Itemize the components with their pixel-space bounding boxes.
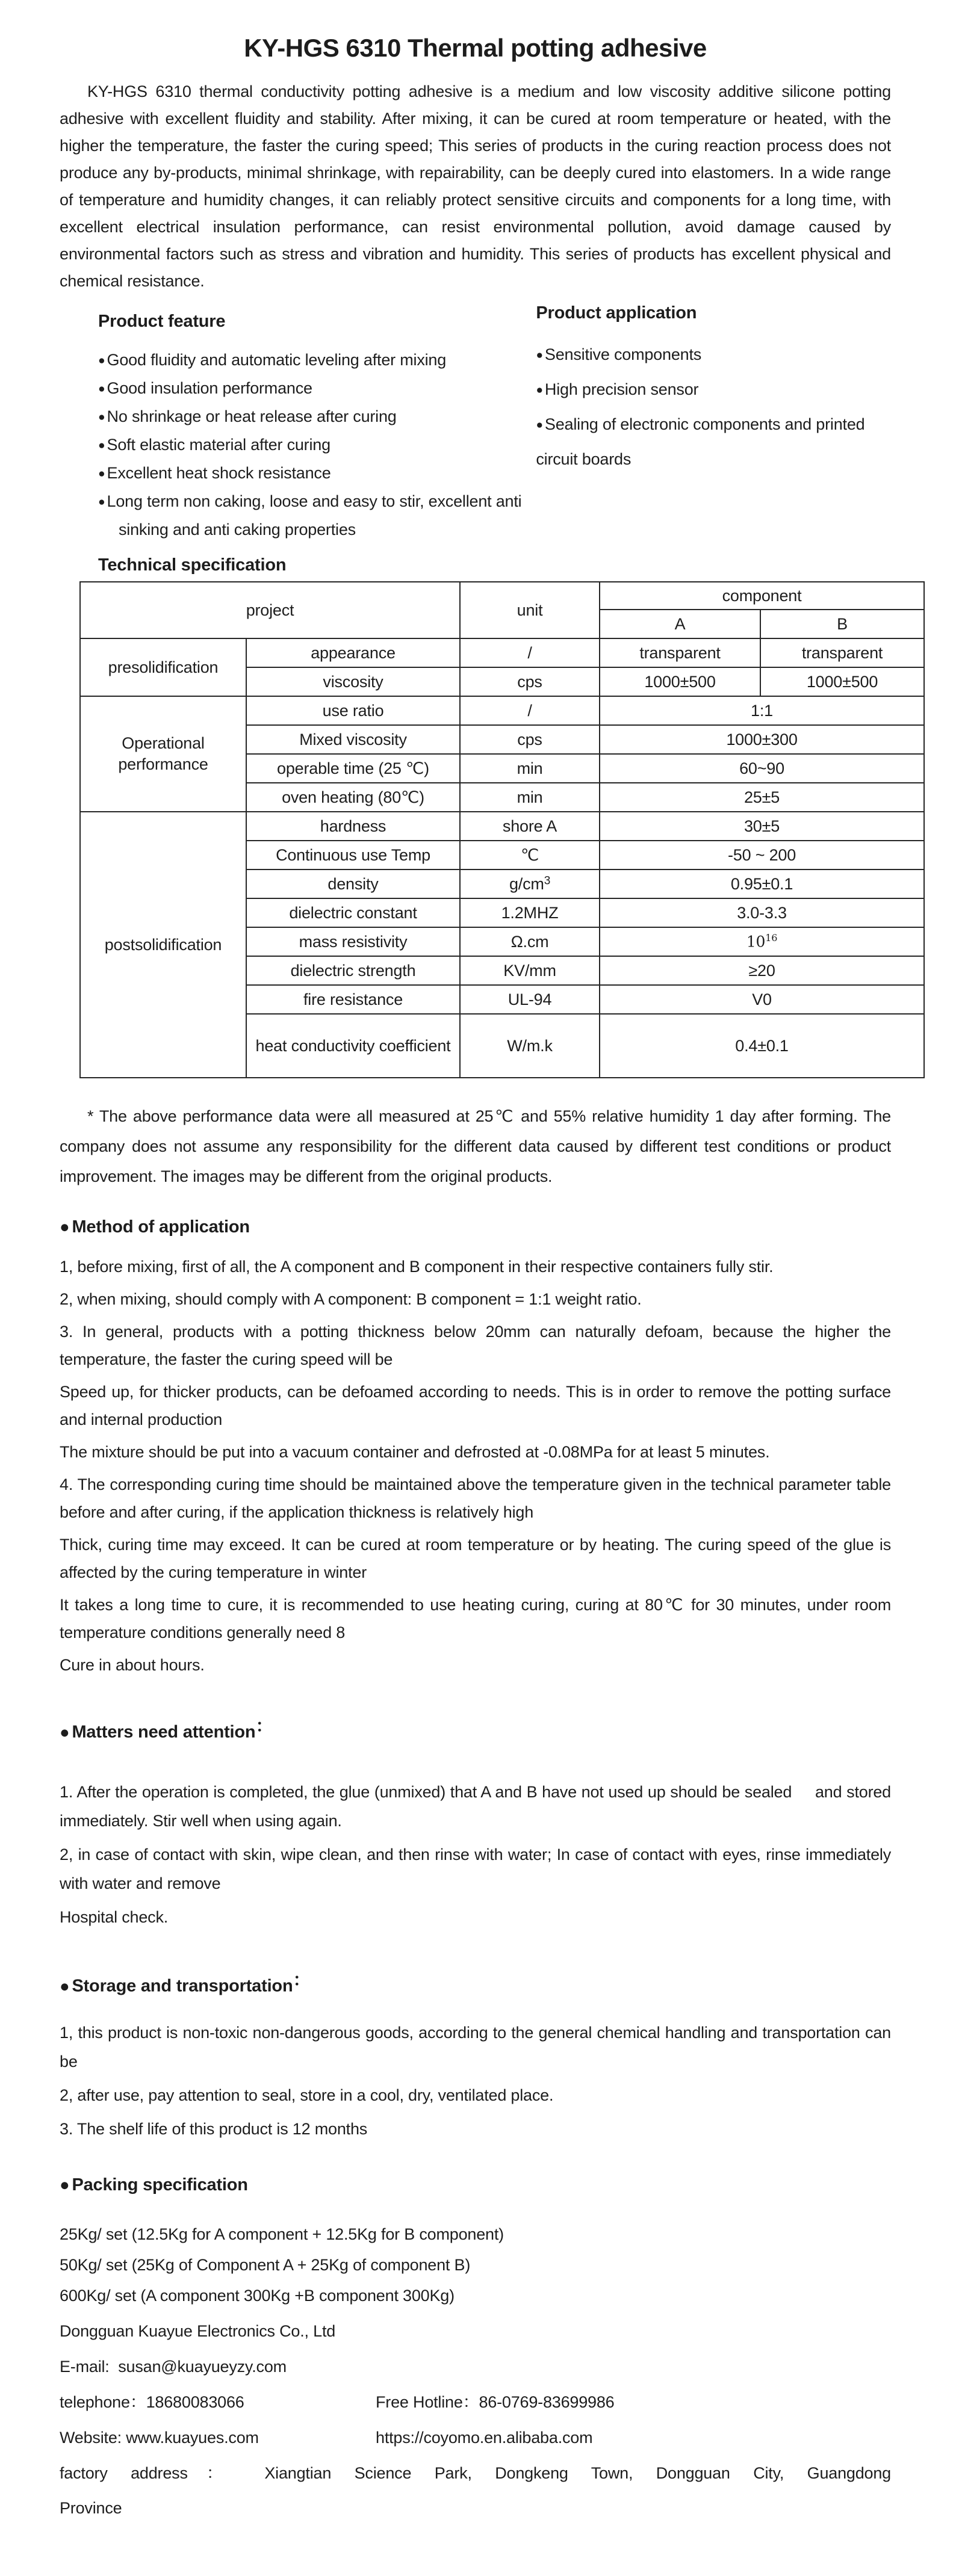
spec-header-unit: unit [460,582,600,638]
spec-cell: fire resistance [246,985,460,1014]
website-url: https://coyomo.en.alibaba.com [376,2428,593,2447]
feature-item-text: Soft elastic material after curing [107,436,331,454]
spec-cell: KV/mm [460,956,600,985]
application-item [536,407,891,477]
spec-cell: W/m.k [460,1014,600,1078]
spec-header-component: component [600,582,924,610]
method-paragraph: 3. In general, products with a potting thickness below 20mm can naturally defoam, because the higher the temperature, the faster the curing speed will be [60,1323,891,1369]
method-paragraph: 1, before mixing, first of all, the A component and B component in their respective containers fully stir. [60,1258,774,1276]
spec-cell: 3.0-3.3 [600,898,924,927]
feature-item-text: Good fluidity and automatic leveling after mixing [107,351,447,369]
bullet-icon: ● [98,439,105,452]
method-heading [60,1213,891,1241]
product-feature-column [60,303,525,543]
spec-group-cell: Operational performance [80,696,246,812]
application-item [536,372,891,407]
bullet-icon: ● [98,354,105,368]
spec-cell: hardness [246,812,460,841]
telephone: telephone：18680083066 [60,2392,244,2411]
spec-cell: 0.95±0.1 [600,869,924,898]
spec-cell [600,927,924,956]
free-hotline: Free Hotline：86-0769-83699986 [376,2392,615,2411]
spec-cell: UL-94 [460,985,600,1014]
packing-section [60,2220,891,2309]
heading-colon: ： [293,1970,311,1990]
spec-cell: ≥20 [600,956,924,985]
spec-cell: min [460,783,600,812]
packing-line: 50Kg/ set (25Kg of Component A + 25Kg of component B) [60,2255,471,2274]
spec-cell: / [460,638,600,667]
spec-cell: use ratio [246,696,460,725]
website: Website: www.kuayues.com [60,2428,259,2447]
page-title: KY-HGS 6310 Thermal potting adhesive [244,34,707,62]
packing-line: 600Kg/ set (A component 300Kg +B component 300Kg) [60,2286,455,2305]
feature-application-columns [60,303,891,543]
spec-cell: transparent [600,638,760,667]
feature-item [98,403,525,431]
bullet-icon: ● [98,410,105,424]
method-paragraph: The mixture should be put into a vacuum container and defrosted at -0.08MPa for at least 5 minutes. [60,1443,770,1462]
feature-item-text: No shrinkage or heat release after curing [107,407,397,426]
method-paragraph: 2, when mixing, should comply with A component: B component = 1:1 weight ratio. [60,1290,642,1309]
method-paragraph: Speed up, for thicker products, can be defoamed according to needs. This is in order to remove the potting surface and internal production [60,1383,891,1429]
spec-cell: cps [460,667,600,696]
spec-group-cell: presolidification [80,638,246,696]
feature-item-text: Good insulation performance [107,379,312,398]
feature-item-text: Long term non caking, loose and easy to stir, excellent anti sinking and anti caking properties [107,492,522,539]
spec-unit-base: g/cm [509,874,544,893]
attention-heading-text: Matters need attention [72,1722,256,1742]
method-paragraph: 4. The corresponding curing time should be maintained above the temperature given in the technical parameter table before and after curing, if the application thickness is relatively high [60,1475,891,1522]
bullet-icon: ● [98,495,105,509]
spec-cell: 1000±300 [600,725,924,754]
spec-cell: density [246,869,460,898]
feature-item [98,374,525,403]
spec-cell: 0.4±0.1 [600,1014,924,1078]
contact-section [60,2317,891,2522]
storage-paragraph: 2, after use, pay attention to seal, store in a cool, dry, ventilated place. [60,2086,554,2104]
spec-cell: operable time (25 ℃) [246,754,460,783]
feature-item [98,459,525,487]
product-feature-heading: Product feature [98,312,226,331]
packing-heading [60,2171,891,2199]
factory-address [60,2459,891,2522]
storage-heading-text: Storage and transportation [72,1976,293,1996]
spec-header-project: project [80,582,460,638]
attention-paragraph: 1. After the operation is completed, the glue (unmixed) that A and B have not used up should be sealed and stored immediately. Stir well when using again. [60,1782,891,1830]
attention-heading [60,1713,891,1746]
spec-row [80,812,924,841]
spec-cell: ℃ [460,841,600,869]
bullet-icon: ● [98,382,105,396]
technical-specification-heading: Technical specification [98,555,287,575]
feature-item [98,431,525,459]
section-dot-icon: ● [60,1976,70,1995]
spec-header-a: A [600,610,760,638]
factory-address-line1: factory address： Xiangtian Science Park, Dongkeng Town, Dongguan City, Guangdong [60,2463,891,2482]
heading-colon: ： [255,1717,273,1737]
website-line [60,2424,891,2451]
attention-section [60,1778,891,1932]
spec-cell [460,869,600,898]
spec-table [79,581,925,1078]
spec-cell: shore A [460,812,600,841]
spec-header-b: B [760,610,924,638]
spec-cell: dielectric constant [246,898,460,927]
factory-address-line2: Province [60,2498,122,2517]
bullet-icon: ● [536,348,543,362]
storage-paragraph: 3. The shelf life of this product is 12 months [60,2119,368,2138]
spec-cell: Ω.cm [460,927,600,956]
bullet-icon: ● [536,383,543,397]
telephone-line [60,2388,891,2416]
spec-cell: heat conductivity coefficient [246,1014,460,1078]
section-dot-icon: ● [60,2175,70,2194]
bullet-icon: ● [98,467,105,481]
note-paragraph: * The above performance data were all measured at 25℃ and 55% relative humidity 1 day after forming. The company does not assume any responsibility for the different data caused by different test conditions or product improvement. The images may be different from the original products. [60,1107,891,1186]
spec-cell: / [460,696,600,725]
packing-line: 25Kg/ set (12.5Kg for A component + 12.5Kg for B component) [60,2225,504,2243]
spec-unit-sup: 3 [544,874,551,888]
spec-cell: 25±5 [600,783,924,812]
spec-row [80,638,924,667]
spec-cell: oven heating (80℃) [246,783,460,812]
spec-cell: Continuous use Temp [246,841,460,869]
application-item [536,338,891,372]
feature-item [98,346,525,374]
spec-cell: viscosity [246,667,460,696]
bullet-icon: ● [536,418,543,432]
feature-list [98,346,525,543]
packing-heading-text: Packing specification [72,2175,248,2195]
feature-item-text: Excellent heat shock resistance [107,464,331,483]
spec-row [80,696,924,725]
section-dot-icon: ● [60,1217,70,1237]
method-heading-text: Method of application [72,1217,250,1237]
attention-paragraph: Hospital check. [60,1907,169,1926]
spec-cell: 1:1 [600,696,924,725]
product-application-column [525,303,891,543]
spec-cell: 60~90 [600,754,924,783]
spec-cell: 1000±500 [760,667,924,696]
spec-cell: min [460,754,600,783]
storage-paragraph: 1, this product is non-toxic non-dangerous goods, according to the general chemical handling and transportation can be [60,2023,891,2071]
product-application-heading: Product application [536,303,697,323]
storage-heading [60,1966,891,2000]
application-item-text: Sealing of electronic components and printed circuit boards [536,415,865,469]
feature-item [98,487,525,543]
application-list [536,338,891,477]
spec-cell: 30±5 [600,812,924,841]
application-item-text: High precision sensor [544,380,699,399]
spec-cell: dielectric strength [246,956,460,985]
spec-value-base: 10 [746,933,766,951]
email-line: E-mail: susan@kuayueyzy.com [60,2357,287,2376]
method-paragraph: Thick, curing time may exceed. It can be cured at room temperature or by heating. The curing speed of the glue is affected by the curing temperature in winter [60,1536,891,1582]
spec-cell: -50 ~ 200 [600,841,924,869]
method-section [60,1253,891,1679]
spec-value-sup: 16 [765,931,778,944]
spec-cell: 1000±500 [600,667,760,696]
spec-cell: 1.2MHZ [460,898,600,927]
spec-cell: appearance [246,638,460,667]
spec-cell: Mixed viscosity [246,725,460,754]
spec-header-row [80,582,924,610]
method-paragraph: It takes a long time to cure, it is recommended to use heating curing, curing at 80℃ for 30 minutes, under room temperature conditions generally need 8 [60,1596,891,1642]
spec-cell: transparent [760,638,924,667]
attention-paragraph: 2, in case of contact with skin, wipe clean, and then rinse with water; In case of contact with eyes, rinse immediately with water and remove [60,1845,891,1892]
section-dot-icon: ● [60,1722,70,1741]
spec-cell: mass resistivity [246,927,460,956]
storage-section [60,2018,891,2143]
spec-cell: cps [460,725,600,754]
intro-paragraph: KY-HGS 6310 thermal conductivity potting adhesive is a medium and low viscosity additive silicone potting adhesive with excellent fluidity and stability. After mixing, it can be cured at room temperature or heated, with the higher the temperature, the faster the curing speed; This series of products in the curing reaction process does not produce any by-products, minimal shrinkage, with repairability, can be deeply cured into elastomers. In a wide range of temperature and humidity changes, it can reliably protect sensitive circuits and components for a long time, with excellent electrical insulation performance, can resist environmental pollution, avoid damage caused by environmental factors such as stress and vibration and humidity. This series of products has excellent physical and chemical resistance. [60,82,891,290]
spec-group-cell: postsolidification [80,812,246,1078]
spec-cell: V0 [600,985,924,1014]
application-item-text: Sensitive components [544,345,702,363]
company-name: Dongguan Kuayue Electronics Co., Ltd [60,2321,336,2340]
method-paragraph: Cure in about hours. [60,1656,205,1675]
